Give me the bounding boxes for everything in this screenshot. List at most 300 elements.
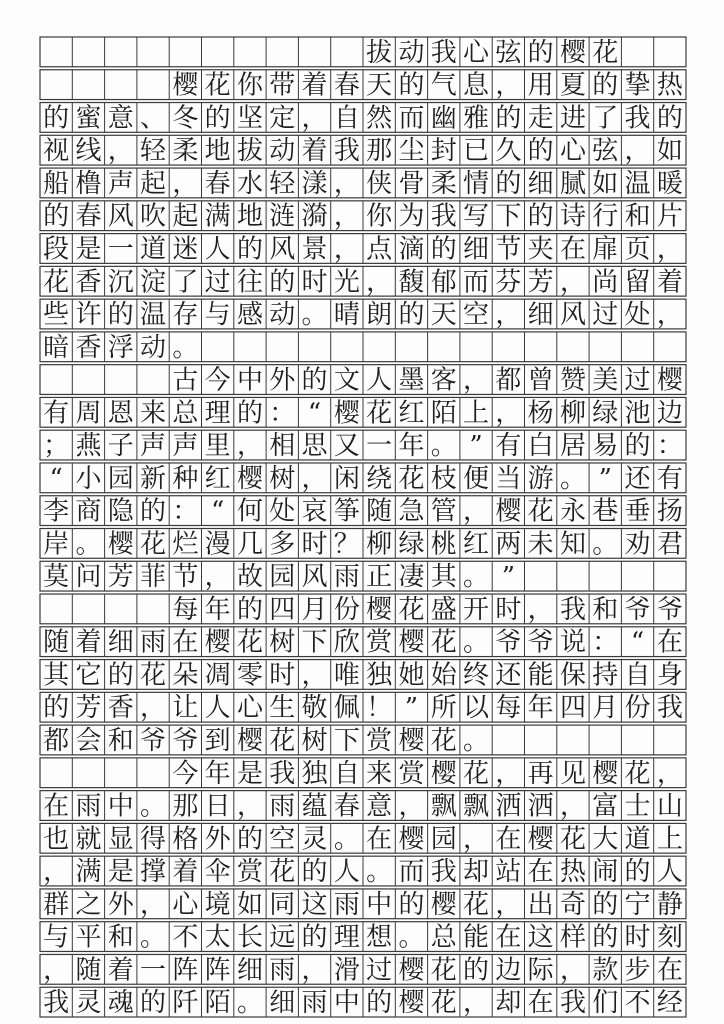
grid-row xyxy=(40,496,686,527)
essay-char: 魂 xyxy=(107,988,134,1019)
essay-char: 我 xyxy=(43,988,70,1019)
essay-char: “ xyxy=(49,463,63,494)
essay-char: 经 xyxy=(656,988,683,1019)
essay-char: 便 xyxy=(463,463,490,494)
essay-char: 为 xyxy=(398,201,425,232)
essay-char: 始 xyxy=(430,660,457,691)
essay-char: 垂 xyxy=(624,496,651,527)
essay-char: ， xyxy=(495,758,522,789)
essay-char: 美 xyxy=(592,365,619,396)
essay-char: 花 xyxy=(463,889,490,920)
essay-char: ， xyxy=(463,365,490,396)
essay-char: 时 xyxy=(301,267,328,298)
essay-char: 浮 xyxy=(107,332,134,363)
essay-char: 这 xyxy=(301,889,328,920)
essay-char: 站 xyxy=(495,857,522,888)
essay-char: 是 xyxy=(107,857,134,888)
grid-row xyxy=(40,135,686,166)
essay-char: 心 xyxy=(172,889,199,920)
essay-char: 着 xyxy=(107,955,134,986)
grid-row xyxy=(40,37,686,68)
essay-char: 的 xyxy=(107,300,134,331)
essay-char: 。 xyxy=(592,529,619,560)
essay-char: ， xyxy=(398,791,425,822)
essay-char: 居 xyxy=(559,431,586,462)
essay-char: 花 xyxy=(430,627,457,658)
essay-char: 大 xyxy=(592,824,619,855)
essay-char: 动 xyxy=(269,136,296,167)
essay-char: 细 xyxy=(107,627,134,658)
essay-char: 劝 xyxy=(624,529,651,560)
essay-char: 池 xyxy=(624,398,651,429)
essay-char: 。 xyxy=(140,791,167,822)
essay-char: 边 xyxy=(495,955,522,986)
essay-char: 我 xyxy=(333,136,360,167)
essay-char: 雨 xyxy=(333,889,360,920)
essay-char: ， xyxy=(236,431,263,462)
essay-char: 声 xyxy=(107,168,134,199)
grid-row xyxy=(40,70,686,101)
essay-char: 时 xyxy=(301,529,328,560)
essay-char: 其 xyxy=(430,562,457,593)
essay-char: 幽 xyxy=(430,103,457,134)
essay-char: 终 xyxy=(463,660,490,691)
essay-char: 着 xyxy=(301,136,328,167)
essay-char: 阵 xyxy=(204,955,231,986)
essay-char: 芳 xyxy=(527,267,554,298)
essay-char: 上 xyxy=(463,398,490,429)
essay-char: 撑 xyxy=(140,857,167,888)
essay-char: 樱 xyxy=(236,725,263,756)
grid-row xyxy=(40,463,686,494)
essay-char: ， xyxy=(463,988,490,1019)
essay-char: 客 xyxy=(430,365,457,396)
essay-char: 有 xyxy=(495,431,522,462)
essay-char: 故 xyxy=(236,562,263,593)
essay-char: 花 xyxy=(463,758,490,789)
essay-char: 花 xyxy=(366,398,393,429)
essay-char: 山 xyxy=(656,791,683,822)
essay-char: 却 xyxy=(463,857,490,888)
essay-char: ， xyxy=(559,267,586,298)
essay-char: 存 xyxy=(172,300,199,331)
essay-char: 是 xyxy=(75,234,102,265)
essay-char: ， xyxy=(559,791,586,822)
essay-char: 船 xyxy=(43,168,70,199)
grid-row xyxy=(40,627,686,658)
essay-char: 的 xyxy=(430,234,457,265)
essay-char: 都 xyxy=(495,365,522,396)
essay-char: 文 xyxy=(333,365,360,396)
essay-char: 骨 xyxy=(398,168,425,199)
essay-char: 红 xyxy=(204,463,231,494)
essay-char: 远 xyxy=(269,922,296,953)
essay-char: 枝 xyxy=(430,463,457,494)
essay-char: 其 xyxy=(43,660,70,691)
essay-char: 树 xyxy=(301,725,328,756)
essay-char: 再 xyxy=(527,758,554,789)
essay-char: 生 xyxy=(269,693,296,724)
essay-char: 太 xyxy=(204,922,231,953)
essay-char: 持 xyxy=(592,660,619,691)
essay-char: 问 xyxy=(75,562,102,593)
essay-char: 和 xyxy=(107,725,134,756)
essay-char: 留 xyxy=(624,267,651,298)
essay-char: 。 xyxy=(463,725,490,756)
essay-char: 管 xyxy=(430,496,457,527)
grid-row xyxy=(40,660,686,691)
essay-char: 唯 xyxy=(333,660,360,691)
essay-char: 不 xyxy=(172,922,199,953)
essay-char: 的 xyxy=(527,136,554,167)
essay-char: 永 xyxy=(559,496,586,527)
essay-char: 君 xyxy=(656,529,683,560)
essay-char: 芳 xyxy=(75,693,102,724)
essay-char: 静 xyxy=(656,889,683,920)
essay-char: 景 xyxy=(301,234,328,265)
essay-char: 是 xyxy=(236,758,263,789)
essay-char: 凄 xyxy=(398,562,425,593)
essay-char: 每 xyxy=(495,693,522,724)
essay-char: 李 xyxy=(43,496,70,527)
essay-char: 境 xyxy=(204,889,231,920)
essay-char: 春 xyxy=(204,168,231,199)
essay-char: 写 xyxy=(463,201,490,232)
essay-char: 平 xyxy=(75,922,102,953)
essay-char: 红 xyxy=(463,529,490,560)
essay-char: 。 xyxy=(463,627,490,658)
essay-char: 过 xyxy=(204,267,231,298)
essay-char: 和 xyxy=(107,922,134,953)
essay-char: 又 xyxy=(333,431,360,462)
essay-char: 巷 xyxy=(592,496,619,527)
essay-char: 四 xyxy=(559,693,586,724)
essay-char: 赞 xyxy=(559,365,586,396)
essay-char: 花 xyxy=(204,70,231,101)
essay-char: 心 xyxy=(236,693,263,724)
essay-char: 出 xyxy=(527,889,554,920)
essay-char: 的 xyxy=(107,660,134,691)
essay-char: 如 xyxy=(236,889,263,920)
essay-char: 以 xyxy=(463,693,490,724)
essay-char: 樱 xyxy=(398,988,425,1019)
essay-char: ， xyxy=(333,234,360,265)
essay-char: 爷 xyxy=(495,627,522,658)
essay-char: 你 xyxy=(236,70,263,101)
grid-row xyxy=(40,168,686,199)
essay-char: ， xyxy=(301,463,328,494)
essay-char: 到 xyxy=(204,725,231,756)
essay-char: 思 xyxy=(301,431,328,462)
essay-char: 的 xyxy=(236,824,263,855)
essay-char: 道 xyxy=(140,234,167,265)
essay-char: 。 xyxy=(172,332,199,363)
essay-char: 花 xyxy=(559,824,586,855)
essay-char: 绕 xyxy=(366,463,393,494)
essay-char: 那 xyxy=(366,136,393,167)
essay-char: 温 xyxy=(624,168,651,199)
essay-char: 香 xyxy=(107,693,134,724)
essay-char: 的 xyxy=(398,889,425,920)
essay-char: 满 xyxy=(204,201,231,232)
essay-char: 动 xyxy=(269,300,296,331)
essay-char: 恩 xyxy=(107,398,134,429)
essay-char: 红 xyxy=(398,398,425,429)
essay-char: 见 xyxy=(559,758,586,789)
essay-char: 着 xyxy=(656,267,683,298)
essay-char: “ xyxy=(307,398,322,429)
essay-char: 定 xyxy=(269,103,296,134)
essay-char: 你 xyxy=(366,201,393,232)
essay-char: 行 xyxy=(592,201,619,232)
essay-char: 暗 xyxy=(43,332,70,363)
essay-char: ， xyxy=(495,889,522,920)
essay-char: 花 xyxy=(269,725,296,756)
grid-row xyxy=(40,332,686,363)
essay-char: 当 xyxy=(495,463,522,494)
essay-char: 封 xyxy=(430,136,457,167)
essay-char: 意 xyxy=(366,791,393,822)
essay-char: 随 xyxy=(43,627,70,658)
essay-char: 树 xyxy=(269,463,296,494)
essay-char: 一 xyxy=(107,234,134,265)
essay-char: 如 xyxy=(656,136,683,167)
essay-char: 我 xyxy=(656,693,683,724)
essay-char: 的 xyxy=(527,201,554,232)
essay-char: 的 xyxy=(527,37,554,68)
essay-char: 绿 xyxy=(592,398,619,429)
essay-char: 子 xyxy=(107,431,134,462)
essay-char: 郁 xyxy=(430,267,457,298)
essay-char: 樱 xyxy=(333,398,360,429)
essay-char: 天 xyxy=(430,300,457,331)
essay-char: 样 xyxy=(559,922,586,953)
essay-char: ， xyxy=(204,562,231,593)
essay-char: 奇 xyxy=(559,889,586,920)
essay-char: 着 xyxy=(75,627,102,658)
essay-char: 白 xyxy=(527,431,554,462)
essay-char: 。 xyxy=(463,562,490,593)
essay-char: 细 xyxy=(527,300,554,331)
essay-char: 过 xyxy=(592,300,619,331)
essay-char: 扬 xyxy=(656,496,683,527)
essay-char: 的 xyxy=(301,922,328,953)
essay-char: 保 xyxy=(559,660,586,691)
essay-char: 里 xyxy=(204,431,231,462)
essay-char: 时 xyxy=(269,660,296,691)
essay-char: 零 xyxy=(236,660,263,691)
essay-char: 岸 xyxy=(43,529,70,560)
essay-char: ， xyxy=(236,791,263,822)
essay-char: 与 xyxy=(43,922,70,953)
essay-char: 处 xyxy=(269,496,296,527)
essay-char: 线 xyxy=(75,136,102,167)
essay-char: 风 xyxy=(559,300,586,331)
essay-char: ， xyxy=(301,103,328,134)
essay-char: 份 xyxy=(333,594,360,625)
essay-char: 每 xyxy=(172,594,199,625)
essay-char: 的 xyxy=(656,103,683,134)
essay-char: 在 xyxy=(172,627,199,658)
essay-char: 我 xyxy=(559,594,586,625)
essay-char: 这 xyxy=(527,922,554,953)
essay-char: 多 xyxy=(269,529,296,560)
essay-char: 诗 xyxy=(559,201,586,232)
essay-char: 滴 xyxy=(398,234,425,265)
essay-char: 空 xyxy=(463,300,490,331)
essay-char: 独 xyxy=(301,758,328,789)
essay-char: 弦 xyxy=(592,136,619,167)
essay-char: 我 xyxy=(430,37,457,68)
essay-char: 久 xyxy=(495,136,522,167)
essay-char: 空 xyxy=(269,824,296,855)
essay-char: 情 xyxy=(463,168,490,199)
essay-char: 尘 xyxy=(398,136,425,167)
essay-char: 我 xyxy=(430,201,457,232)
essay-char: ， xyxy=(463,496,490,527)
essay-char: 易 xyxy=(592,431,619,462)
essay-char: 烂 xyxy=(172,529,199,560)
essay-char: 柳 xyxy=(559,398,586,429)
essay-char: 满 xyxy=(75,857,102,888)
essay-char: “ xyxy=(211,496,225,527)
essay-char: 一 xyxy=(140,955,167,986)
essay-char: 隐 xyxy=(107,496,134,527)
essay-char: 樱 xyxy=(559,37,586,68)
essay-char: 两 xyxy=(495,529,522,560)
essay-char: 的 xyxy=(495,103,522,134)
essay-char: ， xyxy=(333,201,360,232)
essay-char: ， xyxy=(656,758,683,789)
essay-char: 在 xyxy=(495,922,522,953)
essay-char: 爷 xyxy=(172,725,199,756)
essay-char: 下 xyxy=(301,627,328,658)
essay-char: 会 xyxy=(75,725,102,756)
essay-char: 在 xyxy=(656,955,683,986)
essay-char: 在 xyxy=(527,857,554,888)
essay-char: ？ xyxy=(333,529,360,560)
essay-char: 月 xyxy=(301,594,328,625)
essay-char: 下 xyxy=(495,201,522,232)
essay-char: 点 xyxy=(366,234,393,265)
essay-char: 时 xyxy=(495,594,522,625)
essay-char: 自 xyxy=(624,660,651,691)
essay-char: ， xyxy=(301,955,328,986)
essay-char: 沉 xyxy=(107,267,134,298)
essay-char: ” xyxy=(501,562,515,593)
essay-char: 细 xyxy=(463,234,490,265)
essay-char: 四 xyxy=(269,594,296,625)
essay-char: 花 xyxy=(527,496,554,527)
essay-char: 随 xyxy=(366,496,393,527)
essay-char: 开 xyxy=(463,594,490,625)
essay-char: 筝 xyxy=(333,496,360,527)
essay-char: 许 xyxy=(75,300,102,331)
essay-char: 雨 xyxy=(269,955,296,986)
essay-char: 视 xyxy=(43,136,70,167)
essay-char: 而 xyxy=(398,103,425,134)
essay-char: 感 xyxy=(236,300,263,331)
essay-char: 天 xyxy=(366,70,393,101)
essay-char: 轻 xyxy=(140,136,167,167)
essay-char: 樱 xyxy=(398,955,425,986)
essay-char: 。 xyxy=(559,463,586,494)
essay-char: 陌 xyxy=(204,988,231,1019)
essay-char: 年 xyxy=(398,431,425,462)
essay-char: 的 xyxy=(236,594,263,625)
essay-char: 洒 xyxy=(495,791,522,822)
essay-char: 边 xyxy=(656,398,683,429)
essay-char: 园 xyxy=(107,463,134,494)
essay-char: 今 xyxy=(172,758,199,789)
essay-char: 樱 xyxy=(366,594,393,625)
essay-char: 中 xyxy=(366,889,393,920)
essay-char: 进 xyxy=(559,103,586,134)
essay-char: 着 xyxy=(172,857,199,888)
essay-char: 花 xyxy=(140,529,167,560)
essay-char: 灵 xyxy=(75,988,102,1019)
essay-char: 一 xyxy=(366,431,393,462)
essay-char: ， xyxy=(527,594,554,625)
essay-char: 来 xyxy=(140,398,167,429)
essay-char: 它 xyxy=(75,660,102,691)
essay-char: 朗 xyxy=(366,300,393,331)
essay-char: 有 xyxy=(656,463,683,494)
essay-char: 的 xyxy=(43,693,70,724)
essay-char: 风 xyxy=(107,201,134,232)
essay-char: ， xyxy=(301,660,328,691)
essay-char: 的 xyxy=(592,889,619,920)
essay-char: 商 xyxy=(75,496,102,527)
essay-char: 涟 xyxy=(269,201,296,232)
essay-char: 的 xyxy=(463,955,490,986)
essay-char: 樱 xyxy=(107,529,134,560)
essay-char: 外 xyxy=(204,824,231,855)
essay-char: 年 xyxy=(527,693,554,724)
essay-char: 馥 xyxy=(398,267,425,298)
essay-char: ， xyxy=(624,136,651,167)
essay-char: 燕 xyxy=(75,431,102,462)
essay-char: 芳 xyxy=(107,562,134,593)
essay-char: 柳 xyxy=(366,529,393,560)
essay-char: 园 xyxy=(430,824,457,855)
essay-char: 。 xyxy=(301,300,328,331)
essay-char: 灵 xyxy=(301,824,328,855)
essay-char: 片 xyxy=(656,201,683,232)
essay-char: 格 xyxy=(172,824,199,855)
essay-char: ， xyxy=(656,300,683,331)
essay-char: 士 xyxy=(624,791,651,822)
essay-char: 春 xyxy=(333,70,360,101)
essay-char: 过 xyxy=(624,365,651,396)
essay-char: 然 xyxy=(366,103,393,134)
essay-char: 都 xyxy=(43,725,70,756)
essay-char: 树 xyxy=(269,627,296,658)
essay-char: 带 xyxy=(269,70,296,101)
essay-char: 古 xyxy=(172,365,199,396)
essay-char: 。 xyxy=(398,922,425,953)
essay-char: 香 xyxy=(75,267,102,298)
essay-char: 。 xyxy=(333,824,360,855)
essay-char: 不 xyxy=(624,988,651,1019)
essay-char: 她 xyxy=(398,660,425,691)
essay-char: 节 xyxy=(495,234,522,265)
essay-char: 富 xyxy=(592,791,619,822)
essay-char: 来 xyxy=(366,758,393,789)
essay-char: 赏 xyxy=(398,758,425,789)
essay-char: 种 xyxy=(172,463,199,494)
essay-char: ， xyxy=(43,955,70,986)
